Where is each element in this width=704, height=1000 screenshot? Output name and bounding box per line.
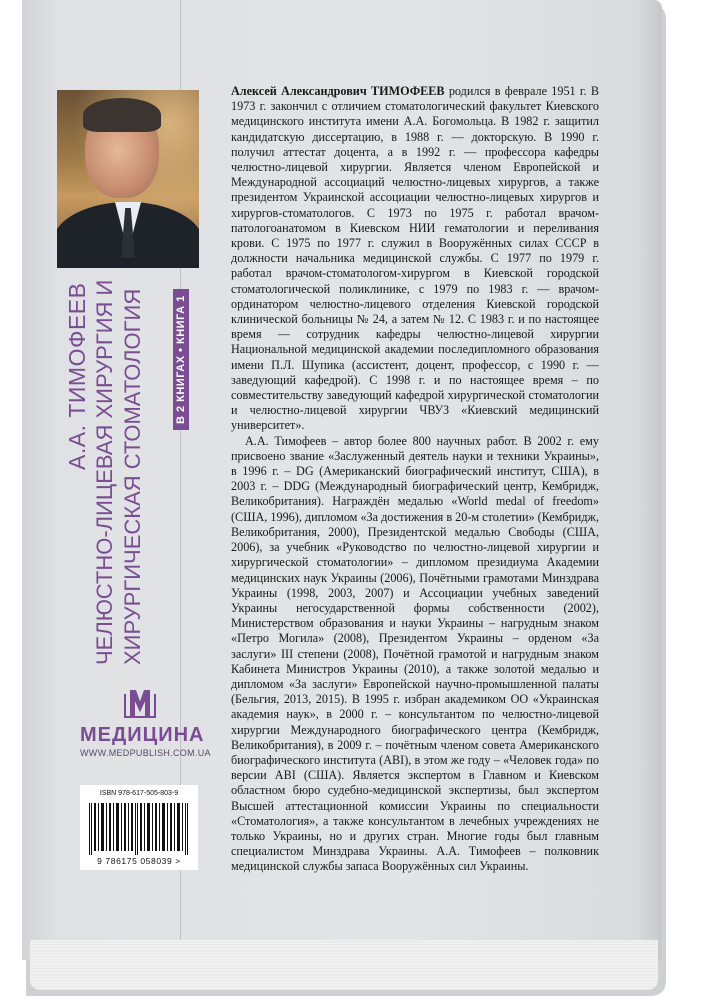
barcode [80, 785, 198, 870]
bio-paragraph-1 [231, 84, 599, 434]
bio-paragraph-1-text: родился в феврале 1951 г. В 1973 г. закончил с отличием стоматологический факультет Киевского медицинского института имени А.А. Богомольца. В 1982 г. защитил кандидатскую диссертацию, в 1988 г. — докторскую. В 1990 г. получил аттестат доцента, а в 1992 г. — профессора кафедры челюстно-лицевой хирургии. Является членом Европейской и Международной ассоциаций челюстно-лицевых хирургов, а также президентом Украинской ассоциации челюстно-лицевых хирургов и хирургов-стоматологов. С 1973 по 1975 г. работал врачом-патологоанатомом в Киевском НИИ гематологии и переливания крови. С 1975 по 1977 г. служил в Вооружённых силах СССР в должности начальника медицинской службы. С 1977 по 1979 г. работал врачом-стоматологом-хирургом в Киевской городской стоматологической поликлинике, с 1979 по 1983 г. — врачом-ординатором челюстно-лицевого отделения Киевской городской клинической больницы № 24, а затем № 12. С 1983 г. и по настоящее время — сотрудник кафедры челюстно-лицевой хирургии Национальной медицинской академии последипломного образования имени П.Л. Шупика (ассистент, доцент, профессор, с 1990 г. — заведующий кафедрой). С 1998 г. и по настоящее время – по совместительству заведующий кафедрой хирургической стоматологии и челюстно-лицевой хирургии ЧВУЗ «Киевский медицинский университет». [231, 84, 599, 433]
publisher-name: МЕДИЦИНА [80, 724, 205, 746]
barcode-digits: 9 786175 058039 > [97, 856, 181, 866]
spine-author: А.А. ТИМОФЕЕВ [64, 282, 90, 470]
spine-title-line1: ЧЕЛЮСТНО-ЛИЦЕВАЯ ХИРУРГИЯ И [92, 279, 117, 665]
author-bio [231, 84, 599, 875]
author-photo [57, 90, 199, 268]
bio-paragraph-2: А.А. Тимофеев – автор более 800 научных работ. В 2002 г. ему присвоено звание «Заслуженный деятель науки и техники Украины», в 1996 г. – DG (Американский биографический институт, США), в 2003 г. – DDG (Международный биографический центр, Кембридж, Великобритания). Награждён медалью «World medal of freedom» (США, 1996), дипломом «За достижения в 20-м столетии» (Кембридж, Великобритания, 2000), Президентской медалью Свободы (США, 2006), за учебник «Руководство по челюстно-лицевой хирургии и хирургической стоматологии» – дипломом президиума Академии медицинских наук Украины (2006), Почётными грамотами Минздрава Украины (1998, 2003, 2007) и Ассоциации учебных заведений Украины негосударственной формы собственности (2002), Министерством образования и науки Украины – нагрудным знаком «Петро Могила» (2008), Президентом Украины – орденом «За заслуги» III степени (2008), Почётной грамотой и нагрудным знаком Кабинета Министров Украины (2010), а также золотой медалью и дипломом «За заслуги» Европейской научно-промышленной палаты (Бельгия, 2013, 2015). В 1995 г. избран академиком ОО «Украинская академия наук», в 2000 г. – консультантом по челюстно-лицевой хирургии Международного биографического центра (Кембридж, Великобритания), в 2009 г. – почётным членом совета Американского биографического института (ABI), в этом же году – «Человек года» по версии ABI (США). Является экспертом в Главном и Киевском областном бюро судебно-медицинской экспертизы, был экспертом Высшей аттестационной комиссии Украины по специальности «Стоматология», а также консультантом в лечебных учреждениях не только Украины, но и других стран. Многие годы был главным специалистом Минздрава Украины. А.А. Тимофеев – полковник медицинской службы запаса Вооружённых сил Украины. [231, 433, 599, 874]
photo-hair [83, 98, 161, 132]
publisher-url: WWW.MEDPUBLISH.COM.UA [80, 748, 211, 758]
spine-title-line2: ХИРУРГИЧЕСКАЯ СТОМАТОЛОГИЯ [120, 288, 145, 665]
publisher-m-logo-icon [124, 690, 156, 720]
volume-badge: В 2 КНИГАХ • КНИГА 1 [173, 289, 189, 430]
page-edges [30, 940, 658, 990]
bio-author-name: Алексей Александрович ТИМОФЕЕВ [231, 84, 445, 98]
publisher-logo [80, 690, 211, 758]
isbn-label: ISBN 978-617-505-803-9 [99, 790, 179, 797]
barcode-bars [87, 803, 191, 855]
